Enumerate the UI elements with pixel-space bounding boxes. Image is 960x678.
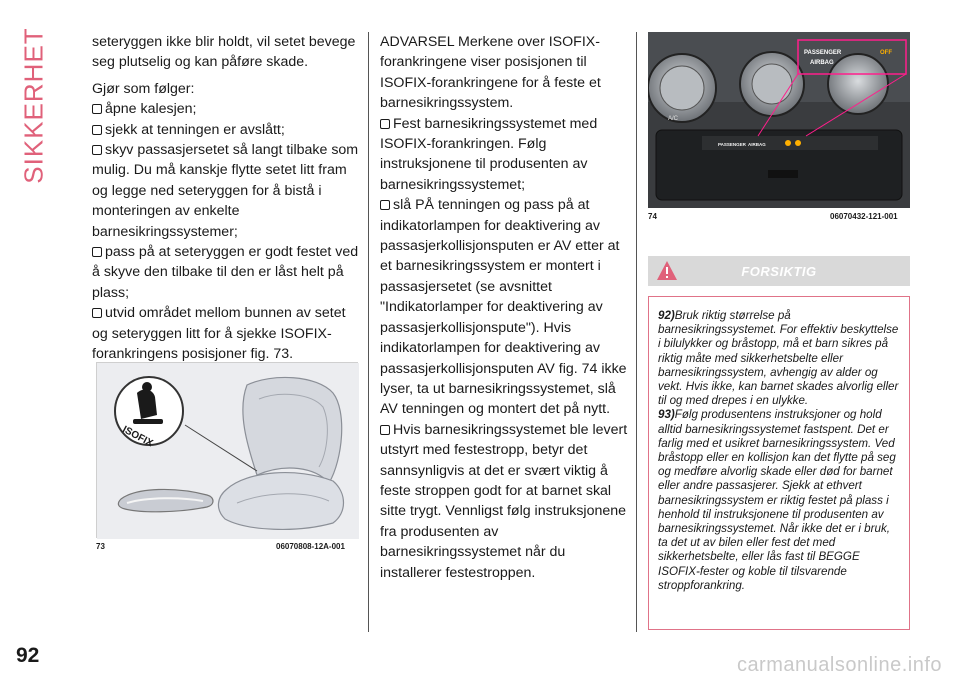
watermark: carmanualsonline.info [736, 654, 942, 676]
column-divider [636, 32, 637, 632]
isofix-badge-text: ISOFIX [120, 424, 155, 450]
isofix-seat-illustration [97, 363, 359, 539]
figure-73-number: 73 [96, 542, 105, 551]
airbag-label-line1: PASSENGER [804, 50, 842, 56]
dial-label: A/C [668, 116, 679, 122]
caution-item [658, 408, 900, 593]
step-item: sjekk at tenningen er avslått; [92, 120, 360, 140]
figure-73 [96, 362, 358, 538]
section-title [14, 26, 54, 184]
step-item: Hvis barnesikringssystemet ble levert utstyrt med festestropp, betyr det sannsynligvis at det er svært viktig å feste stroppen godt for at barnet skal sitte trygt. Vennligst følg instruksjonene fra produsenten av barnesikringssystemet når du installerer festestroppen. [380, 421, 628, 581]
steps-heading: Gjør som følger: [92, 80, 195, 97]
checkbox-bullet-icon [92, 104, 102, 114]
caution-item [658, 309, 900, 408]
intro-text: seteryggen ikke blir holdt, vil setet bevege seg plutselig og kan påføre skade. [92, 34, 356, 71]
caution-item-number: 92) [658, 309, 675, 322]
figure-74-number: 74 [648, 212, 657, 221]
figure-73-code: 06070808-12A-001 [276, 542, 345, 551]
checkbox-bullet-icon [92, 247, 102, 257]
console-airbag-label-1: PASSENGER [718, 142, 746, 147]
figure-74-code: 06070432-121-001 [830, 212, 898, 221]
page-number: 92 [16, 644, 40, 667]
checkbox-bullet-icon [92, 308, 102, 318]
checkbox-bullet-icon [380, 119, 390, 129]
checkbox-bullet-icon [92, 125, 102, 135]
step-item: skyv passasjersetet så langt tilbake som mulig. Du må kanskje flytte setet litt fram og legge ned seteryggen for å bistå i monteringen av enkelte barnesikringssystemer; [92, 142, 359, 240]
checkbox-bullet-icon [380, 425, 390, 435]
checkbox-bullet-icon [92, 145, 102, 155]
section-title-text: SIKKERHET [18, 26, 49, 184]
figure-74 [648, 32, 910, 208]
step-item: pass på at seteryggen er godt festet ved å skyve den tilbake til den er låst helt på plass; [92, 244, 359, 301]
caution-box [648, 296, 910, 630]
step-item: utvid området mellom bunnen av setet og seteryggen litt for å sjekke ISOFIX-forankringens posisjoner fig. 73. [92, 305, 346, 363]
column-1 [92, 32, 360, 365]
warning-triangle-icon [656, 260, 678, 282]
caution-title: FORSIKTIG [741, 263, 817, 279]
step-item: Fest barnesikringssystemet med ISOFIX-forankringen. Følg instruksjonene til produsenten av barnesikringssystemet; [380, 115, 598, 193]
dashboard-photo [648, 32, 910, 208]
column-2 [380, 32, 630, 583]
step-item: slå PÅ tenningen og pass på at indikatorlampen for deaktivering av passasjerkollisjonsputen er AV etter at et barnesikringssystem er montert i passasjersetet (se avsnittet "Indikatorlamper for deaktivering av passasjerkollisjonspute"). Hvis indikatorlampen for deaktivering av passasjerkollisjonsputen AV fig. 74 ikke lyser, ta ut barnesikringssystemet, slå AV tenningen og montert det på nytt. [380, 197, 627, 418]
checkbox-bullet-icon [380, 200, 390, 210]
warning-text: ADVARSEL Merkene over ISOFIX-forankringene viser posisjonen til ISOFIX-forankringene for å feste et barnesikringssystem. [380, 34, 601, 112]
caution-item-text: Følg produsentens instruksjoner og hold alltid barnesikringssystemet fastspent. Det er farlig med et usikret barnesikringssystem. Ved bråstopp eller en kollisjon kan det flytte på seg og medføre alvorlig skade eller død for barnet eller andre passasjerer. Sjekk at ethvert barnesikringssystem er riktig festet på plass i henhold til instruksjonene til produsenten av barnesikringssystemet. Når ikke det er i bruk, ta det ut av bilen eller fest det med sikkerhetsbelte, eller lås fast til BEGGE ISOFIX-fester og koble til tilsvarende stroppforankring. [658, 408, 896, 592]
step-item: åpne kalesjen; [92, 99, 360, 119]
caution-header [648, 256, 910, 286]
airbag-label-line2: AIRBAG [810, 60, 834, 66]
caution-item-text: Bruk riktig størrelse på barnesikringssystemet. For effektiv beskyttelse i bilulykker og bråstopp, må et barn sikres på riktig måte med sikkerhetsbelte eller barnesikringssystem, avhengig av alder og vekt. Hvis ikke, kan barnet skades alvorlig eller til og med drepes i en ulykke. [658, 309, 899, 408]
console-airbag-label-2: AIRBAG [748, 142, 766, 147]
caution-item-number: 93) [658, 408, 675, 422]
airbag-off-label: OFF [880, 50, 892, 56]
column-divider [368, 32, 369, 632]
